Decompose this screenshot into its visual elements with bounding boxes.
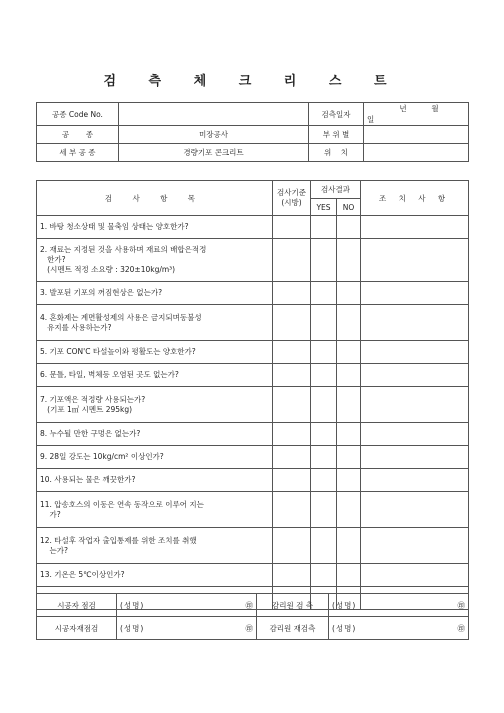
checklist-no-cell[interactable] <box>337 387 361 423</box>
checklist-item-text: 10. 사용되는 물은 깨끗한가? <box>40 475 136 484</box>
checklist-row <box>37 239 469 282</box>
checklist-no-cell[interactable] <box>337 216 361 239</box>
col-header-standard-line1: 검사기준 <box>277 188 306 197</box>
checklist-row <box>37 341 469 364</box>
checklist-yes-cell[interactable] <box>311 239 337 282</box>
checklist-item-text: 2. 재료는 지정된 것을 사용하며 재료의 배합은적정 <box>40 245 207 254</box>
header-row-work-type <box>37 126 469 144</box>
checklist-item <box>37 305 273 341</box>
checklist-no-cell[interactable] <box>337 341 361 364</box>
checklist-item-text: 13. 기온은 5℃이상인가? <box>40 570 125 579</box>
col-header-yes: YES <box>311 199 337 216</box>
checklist-row <box>37 364 469 387</box>
header-label-work-type: 공 종 <box>37 126 119 144</box>
checklist-standard-cell[interactable] <box>273 446 311 469</box>
checklist-item <box>37 446 273 469</box>
header-value-work-type[interactable]: 미장공사 <box>119 126 309 144</box>
checklist-item-text: 12. 타설후 작업자 출입통제를 위한 조치를 취했 <box>40 535 197 545</box>
sig-field-contractor-recheck[interactable] <box>117 617 257 640</box>
checklist-yes-cell[interactable] <box>311 282 337 305</box>
checklist-standard-cell[interactable] <box>273 341 311 364</box>
document-title: 검 측 체 크 리 스 트 <box>103 74 401 89</box>
checklist-standard-cell[interactable] <box>273 423 311 446</box>
checklist-yes-cell[interactable] <box>311 341 337 364</box>
checklist-no-cell[interactable] <box>337 446 361 469</box>
checklist-yes-cell[interactable] <box>311 423 337 446</box>
checklist-yes-cell[interactable] <box>311 364 337 387</box>
checklist-standard-cell[interactable] <box>273 364 311 387</box>
checklist-item <box>37 216 273 239</box>
checklist-row <box>37 564 469 587</box>
checklist-row <box>37 387 469 423</box>
header-value-detail[interactable]: 경량기포 콘크리트 <box>119 144 309 162</box>
checklist-row <box>37 469 469 492</box>
checklist-item <box>37 469 273 492</box>
checklist-action-cell[interactable] <box>361 364 469 387</box>
header-label-code: 공종 Code No. <box>37 103 119 126</box>
checklist-no-cell[interactable] <box>337 564 361 587</box>
checklist-item-text: 유지를 사용하는가? <box>40 322 112 332</box>
checklist-item-text: 6. 문틀, 타일, 벽체등 오염된 곳도 없는가? <box>40 370 179 379</box>
sig-name-label: (성명) <box>332 623 357 633</box>
checklist-yes-cell[interactable] <box>311 528 337 564</box>
col-header-no: NO <box>337 199 361 216</box>
sig-field-supervisor-inspect[interactable] <box>329 594 469 617</box>
checklist-item-text: (기포 1㎥ 시멘트 295kg) <box>40 404 133 414</box>
checklist-item <box>37 282 273 305</box>
checklist-item-text: 9. 28일 강도는 10kg/cm² 이상인가? <box>40 452 164 461</box>
date-day-label: 일 <box>367 115 375 124</box>
checklist-row <box>37 492 469 528</box>
checklist-item-text: 는가? <box>40 545 69 555</box>
sig-name-label: (성명) <box>332 600 357 610</box>
checklist-action-cell[interactable] <box>361 341 469 364</box>
checklist-action-cell[interactable] <box>361 239 469 282</box>
sig-name-label: (성명) <box>120 600 145 610</box>
col-header-result: 검사결과 <box>311 181 361 199</box>
header-label-location: 위 치 <box>309 144 364 162</box>
header-label-part: 부 위 별 <box>309 126 364 144</box>
checklist-item <box>37 423 273 446</box>
checklist-row <box>37 528 469 564</box>
checklist-action-cell[interactable] <box>361 564 469 587</box>
checklist-standard-cell[interactable] <box>273 492 311 528</box>
seal-icon: ㊞ <box>245 623 253 633</box>
checklist-yes-cell[interactable] <box>311 564 337 587</box>
col-header-standard <box>273 181 311 216</box>
header-value-location[interactable] <box>364 144 469 162</box>
checklist-standard-cell[interactable] <box>273 528 311 564</box>
sig-role-supervisor-inspect: 감리원 검 측 <box>257 594 329 617</box>
checklist-row <box>37 423 469 446</box>
checklist-item-text: 7. 기포액은 적정량 사용되는가? <box>40 394 146 404</box>
sig-name-label: (성명) <box>120 623 145 633</box>
checklist-item <box>37 239 273 282</box>
sig-field-supervisor-reinspect[interactable] <box>329 617 469 640</box>
header-label-detail: 세 부 공 종 <box>37 144 119 162</box>
checklist-yes-cell[interactable] <box>311 305 337 341</box>
checklist-standard-cell[interactable] <box>273 469 311 492</box>
checklist-item-text: 4. 혼화제는 계면활성제의 사용은 금지되며동불성 <box>40 312 202 322</box>
checklist-item-text: 3. 발포된 기포의 꺼짐현상은 없는가? <box>40 288 163 297</box>
checklist-item-text: 5. 기포 CON'C 타설높이와 평활도는 양호한가? <box>40 347 196 356</box>
checklist-action-cell[interactable] <box>361 528 469 564</box>
checklist-no-cell[interactable] <box>337 282 361 305</box>
checklist-yes-cell[interactable] <box>311 446 337 469</box>
checklist-item-text: 8. 누수될 만한 구멍은 없는가? <box>40 429 141 438</box>
col-header-standard-line2: (시방) <box>281 198 302 207</box>
checklist-action-cell[interactable] <box>361 305 469 341</box>
checklist-item <box>37 564 273 587</box>
sig-role-contractor-recheck: 시공자재점검 <box>37 617 117 640</box>
date-year-label: 년 <box>399 104 407 113</box>
checklist-standard-cell[interactable] <box>273 564 311 587</box>
col-header-action: 조 치 사 항 <box>361 181 469 216</box>
checklist-item <box>37 492 273 528</box>
checklist-no-cell[interactable] <box>337 528 361 564</box>
checklist-row <box>37 446 469 469</box>
checklist-row <box>37 305 469 341</box>
checklist-standard-cell[interactable] <box>273 216 311 239</box>
sig-field-contractor-check[interactable] <box>117 594 257 617</box>
seal-icon: ㊞ <box>457 623 465 633</box>
header-row-code <box>37 103 469 126</box>
header-label-date: 검측일자 <box>309 103 364 126</box>
checklist-action-cell[interactable] <box>361 446 469 469</box>
checklist-yes-cell[interactable] <box>311 387 337 423</box>
checklist-item-text: 한가? <box>40 255 66 264</box>
checklist-body <box>37 216 469 610</box>
sig-role-contractor-check: 시공자 점검 <box>37 594 117 617</box>
checklist-standard-cell[interactable] <box>273 387 311 423</box>
checklist-item <box>37 528 273 564</box>
checklist-item-text: 1. 바탕 청소상태 및 물축임 상태는 양호한가? <box>40 222 189 231</box>
sig-role-supervisor-reinspect: 감리원 재검측 <box>257 617 329 640</box>
checklist-action-cell[interactable] <box>361 387 469 423</box>
header-value-code[interactable] <box>119 103 309 126</box>
checklist-yes-cell[interactable] <box>311 469 337 492</box>
checklist-action-cell[interactable] <box>361 423 469 446</box>
header-info-table <box>36 102 469 162</box>
checklist-action-cell[interactable] <box>361 469 469 492</box>
header-row-detail <box>37 144 469 162</box>
checklist-standard-cell[interactable] <box>273 282 311 305</box>
checklist-yes-cell[interactable] <box>311 492 337 528</box>
checklist-action-cell[interactable] <box>361 216 469 239</box>
date-month-label: 월 <box>431 104 439 113</box>
checklist-item <box>37 387 273 423</box>
seal-icon: ㊞ <box>245 600 253 610</box>
checklist-row <box>37 216 469 239</box>
header-value-part[interactable] <box>364 126 469 144</box>
checklist-item-text: 11. 압송호스의 이동은 연속 동작으로 이루어 지는 <box>40 499 204 509</box>
checklist-no-cell[interactable] <box>337 492 361 528</box>
checklist-row <box>37 282 469 305</box>
signature-table <box>36 593 469 640</box>
checklist-item-text: 가? <box>40 509 61 519</box>
checklist-yes-cell[interactable] <box>311 216 337 239</box>
checklist-table <box>36 180 469 610</box>
checklist-no-cell[interactable] <box>337 239 361 282</box>
checklist-action-cell[interactable] <box>361 492 469 528</box>
checklist-item <box>37 364 273 387</box>
checklist-header-row <box>37 181 469 199</box>
checklist-standard-cell[interactable] <box>273 305 311 341</box>
checklist-item-text: (시멘트 적정 소요량 : 320±10kg/m³) <box>40 265 176 274</box>
checklist-no-cell[interactable] <box>337 423 361 446</box>
checklist-item <box>37 341 273 364</box>
checklist-action-cell[interactable] <box>361 282 469 305</box>
header-value-date[interactable] <box>364 103 469 126</box>
signature-row-2 <box>37 617 469 640</box>
col-header-item: 검 사 항 목 <box>37 181 273 216</box>
checklist-no-cell[interactable] <box>337 469 361 492</box>
checklist-standard-cell[interactable] <box>273 239 311 282</box>
signature-row-1 <box>37 594 469 617</box>
checklist-no-cell[interactable] <box>337 305 361 341</box>
seal-icon: ㊞ <box>457 600 465 610</box>
checklist-no-cell[interactable] <box>337 364 361 387</box>
